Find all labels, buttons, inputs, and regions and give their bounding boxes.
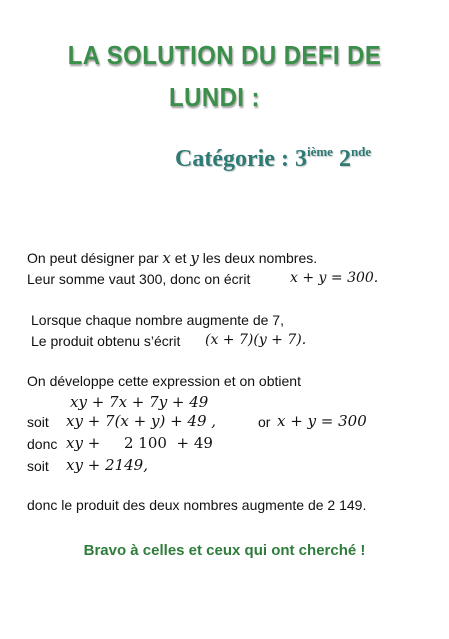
p3-line-3-or: or [258, 414, 271, 430]
title-line-2: LUNDI : [169, 82, 260, 112]
conclusion: donc le produit des deux nombres augmente de 2 149. [27, 497, 367, 513]
p1-line-1 [27, 249, 317, 267]
p3-line-5-label: soit [27, 458, 49, 474]
title-line-1: LA SOLUTION DU DEFI DE [67, 40, 382, 70]
var-y: y [190, 249, 199, 267]
p2-line-1: Lorsque chaque nombre augmente de 7, [31, 312, 284, 328]
eq-sum: x + y = 300. [290, 270, 379, 286]
category-label: Catégorie : 3 [175, 146, 307, 172]
p1-text-b: et [170, 250, 191, 266]
category-grade-2: 2 [332, 146, 351, 172]
eq-sum-repeat: x + y = 300 [277, 412, 367, 430]
category-heading [175, 146, 371, 173]
eq-substituted-b: 2 100 + 49 [124, 434, 213, 452]
var-x: x [162, 249, 171, 267]
eq-factored: xy + 7(x + y) + 49 , [66, 412, 217, 430]
eq-substituted-a: xy + [66, 434, 101, 452]
category-sup-2: nde [350, 144, 372, 159]
eq-expanded: xy + 7x + 7y + 49 [70, 393, 209, 411]
p3-line-3-label: soit [27, 414, 49, 430]
p1-text-c: les deux nombres. [198, 250, 318, 266]
p2-line-2: Le produit obtenu s’écrit [31, 333, 181, 349]
p3-line-1: On développe cette expression et on obtient [27, 373, 301, 389]
eq-product: (x + 7)(y + 7). [205, 332, 307, 348]
bravo-message: Bravo à celles et ceux qui ont cherché ! [83, 542, 366, 559]
p1-text-a: On peut désigner par [27, 250, 163, 266]
p1-line-2: Leur somme vaut 300, donc on écrit [27, 271, 251, 287]
p3-line-4-label: donc [27, 436, 58, 452]
eq-final: xy + 2149, [66, 456, 148, 474]
category-sup-1: ième [306, 144, 333, 159]
